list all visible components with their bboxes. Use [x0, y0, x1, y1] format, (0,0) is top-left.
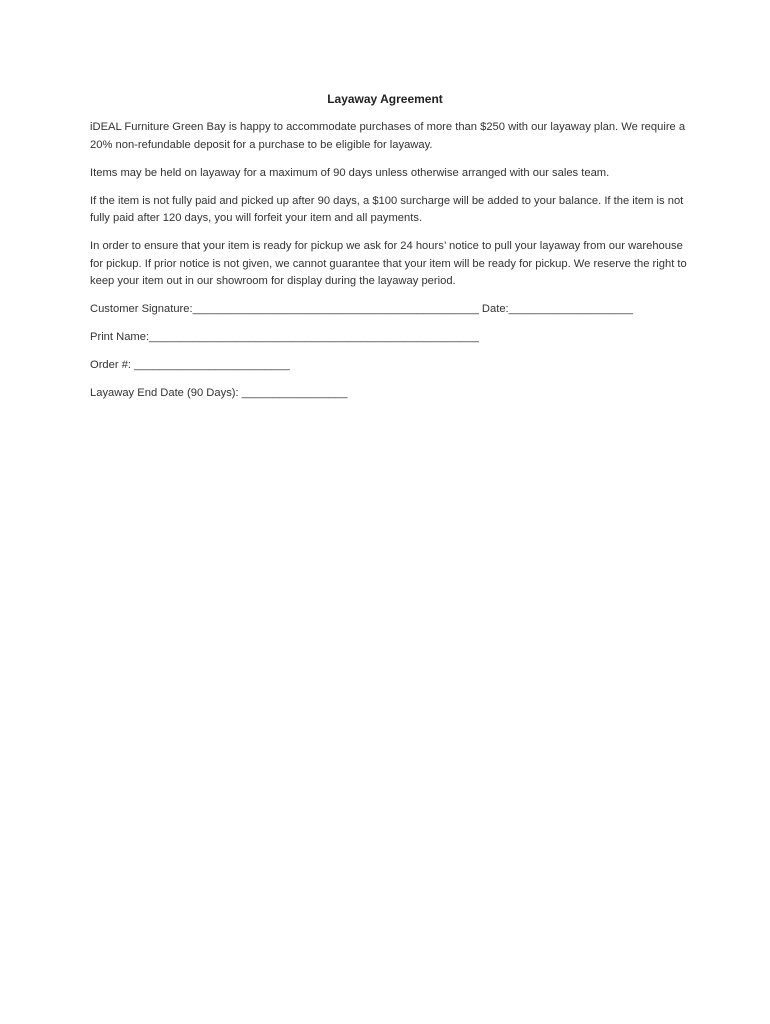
- paragraph-pickup-notice: In order to ensure that your item is ready for pickup we ask for 24 hours’ notice to pull your layaway from our warehouse for pickup. If prior notice is not given, we cannot guarantee that your item will be ready for pickup. We reserve the right to keep your item out in our showroom for display during the layaway period.: [90, 240, 687, 287]
- document-title: Layaway Agreement: [327, 92, 443, 106]
- print-name-field[interactable]: Print Name:_____________________________________________________: [90, 331, 479, 343]
- paragraph-hold-period: Items may be held on layaway for a maximum of 90 days unless otherwise arranged with our sales team.: [90, 166, 610, 179]
- paragraph-surcharge: If the item is not fully paid and picked up after 90 days, a $100 surcharge will be added to your balance. If the item is not fully paid after 120 days, you will forfeit your item and all payments.: [90, 194, 684, 224]
- paragraph-layaway-plan: iDEAL Furniture Green Bay is happy to accommodate purchases of more than $250 with our layaway plan. We require a 20% non-refundable deposit for a purchase to be eligible for layaway.: [90, 121, 686, 151]
- layaway-end-date-field[interactable]: Layaway End Date (90 Days): _________________: [90, 387, 348, 399]
- customer-signature-field[interactable]: Customer Signature:______________________________________________ Date:____________________: [90, 303, 634, 315]
- document-body: [90, 119, 690, 413]
- order-number-field[interactable]: Order #: _________________________: [90, 359, 290, 371]
